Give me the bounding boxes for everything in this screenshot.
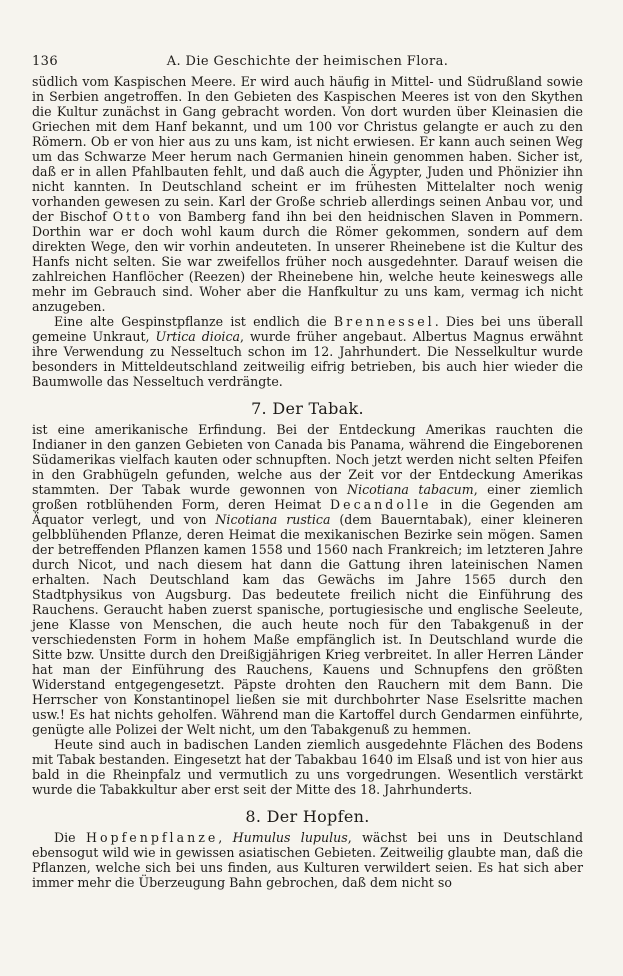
text-run: in die Gegenden am Äquator verlegt, und von — [32, 497, 583, 527]
paragraph-hopfen — [32, 830, 583, 890]
page-number: 136 — [32, 54, 59, 69]
text-run: . Dies bei uns überall gemeine Unkraut, — [32, 314, 583, 344]
section-heading-hopfen: 8. Der Hopfen. — [245, 807, 370, 826]
text-run: , wurde früher angebaut. Albertus Magnus erwähnt ihre Verwendung zu Nesseltuch schon im 12. Jahrhundert. Die Nesselkultur wurde besonders in Mitteldeutschland zeitweilig eifrig betrieben, bis auch hier wieder die Baumwolle das Nesseltuch verdrängte. — [32, 329, 583, 389]
paragraph-nettle — [32, 314, 583, 389]
text-run: Eine alte Gespinstpflanze ist endlich die — [54, 314, 334, 329]
text-run: , einer ziemlich großen rotblühenden Form, deren Heimat — [32, 482, 583, 512]
latin-nicotiana-tabacum: Nicotiana tabacum — [347, 482, 474, 497]
latin-urtica: Urtica dioica — [155, 329, 241, 344]
text-run: (dem Bauerntabak), einer kleineren gelbblühenden Pflanze, deren Heimat die mexikanischen Bezirke sein mögen. Samen der betreffenden Pflanzen kamen 1558 und 1560 nach Frankreich; im letzteren Jahre durch Nicot, und nach diesem hat dann die Gattung ihren lateinischen Namen erhalten. Nach Deutschland kam das Gewächs im Jahre 1565 durch den Stadtphysikus von Augsburg. Das bedeutete freilich nicht die Einführung des Rauchens. Geraucht haben zuerst spanische, portugiesische und englische Seeleute, jene Klasse von Menschen, die auch heute noch für den Tabakgenuß in der verschiedensten Form in hohem Maße empfänglich ist. In Deutschland wurde die Sitte bzw. Unsitte durch den Dreißigjährigen Krieg verbreitet. In aller Herren Länder hat man der Einführung des Rauchens, Kauens und Schnupfens den größten Widerstand entgegengesetzt. Päpste drohten den Rauchern mit dem Bann. Die Herrscher von Konstantinopel ließen sie mit durchbohrter Nase Eselsritte machen usw.! Es hat nichts geholfen. Während man die Kartoffel durch Gendarmen einführte, genügte alle Polizei der Welt nicht, um den Tabakgenuß zu hemmen. — [32, 512, 583, 737]
term-brennessel: Brennessel — [333, 314, 435, 329]
paragraph-hemp — [32, 74, 583, 314]
text-run: , — [218, 830, 233, 845]
text-run: von Bamberg fand ihn bei den heidnischen Slaven in Pommern. Dorthin war er doch wohl kaum durch die Römer gekommen, sondern auf dem direkten Wege, den wir vorhin andeuteten. In unserer Rheinebene ist die Kultur des Hanfs nicht selten. Sie war zweifellos früher noch ausgedehnter. Darauf weisen die zahlreichen Hanflöcher (Reezen) der Rheinebene hin, welche heute keineswegs alle mehr im Gebrauch sind. Woher aber die Hanfkultur zu uns kam, vermag ich nicht anzugeben. — [32, 209, 583, 314]
page-header — [32, 48, 583, 74]
text-run: ist eine amerikanische Erfindung. Bei der Entdeckung Amerikas rauchten die Indianer in den ganzen Gebieten von Canada bis Panama, während die Eingeborenen Südamerikas vielfach kauten oder schnupften. Noch jetzt werden nicht selten Pfeifen in den Grabhügeln gefunden, welche aus der Zeit vor der Entdeckung Amerikas stammten. Der Tabak wurde gewonnen von — [32, 422, 583, 497]
paragraph-tabak — [32, 422, 583, 737]
latin-humulus: Humulus lupulus — [232, 830, 348, 845]
text-run: , wächst bei uns in Deutschland ebensogut wild wie in gewissen asiatischen Gebieten. Zeitweilig glaubte man, daß die Pflanzen, welche sich bei uns finden, aus Kulturen verwildert seien. Es hat sich aber immer mehr die Überzeugung Bahn gebrochen, daß dem nicht so — [32, 830, 584, 890]
text-run: südlich vom Kaspischen Meere. Er wird auch häufig in Mittel- und Südrußland sowie in Serbien angetroffen. In den Gebieten des Kaspischen Meeres ist von den Skythen die Kultur zunächst in Gang gebracht worden. Von dort wurden über Kleinasien die Griechen mit dem Hanf bekannt, und um 100 vor Christus gelangte er auch zu den Römern. Ob er von hier aus zu uns kam, ist nicht erwiesen. Er kann auch seinen Weg um das Schwarze Meer herum nach Germanien hinein genommen haben. Sicher ist, daß er in allen Pfahlbauten fehlt, und daß auch die Ägypter, Juden und Phönizier ihn nicht kannten. In Deutschland scheint er im frühesten Mittelalter noch wenig vorhanden gewesen zu sein. Karl der Große schrieb allerdings seinen Anbau vor, und der Bischof — [32, 74, 583, 224]
latin-nicotiana-rustica: Nicotiana rustica — [215, 512, 331, 527]
section-heading-tabak: 7. Der Tabak. — [251, 399, 364, 418]
text-run: Die — [54, 830, 86, 845]
page-body — [32, 74, 583, 890]
name-otto: Otto — [112, 209, 153, 224]
term-hopfenpflanze: Hopfenpflanze — [85, 830, 219, 845]
paragraph-tabak-baden: Heute sind auch in badischen Landen ziemlich ausgedehnte Flächen des Bodens mit Tabak bestanden. Eingesetzt hat der Tabakbau 1640 im Elsaß und ist von hier aus bald in die Rheinpfalz und vermutlich zu uns vorgedrungen. Wesentlich verstärkt wurde die Tabakkultur aber erst seit der Mitte des 18. Jahrhunderts. — [32, 737, 584, 797]
running-title: A. Die Geschichte der heimischen Flora. — [166, 54, 449, 69]
name-decandolle: Decandolle — [330, 497, 432, 512]
